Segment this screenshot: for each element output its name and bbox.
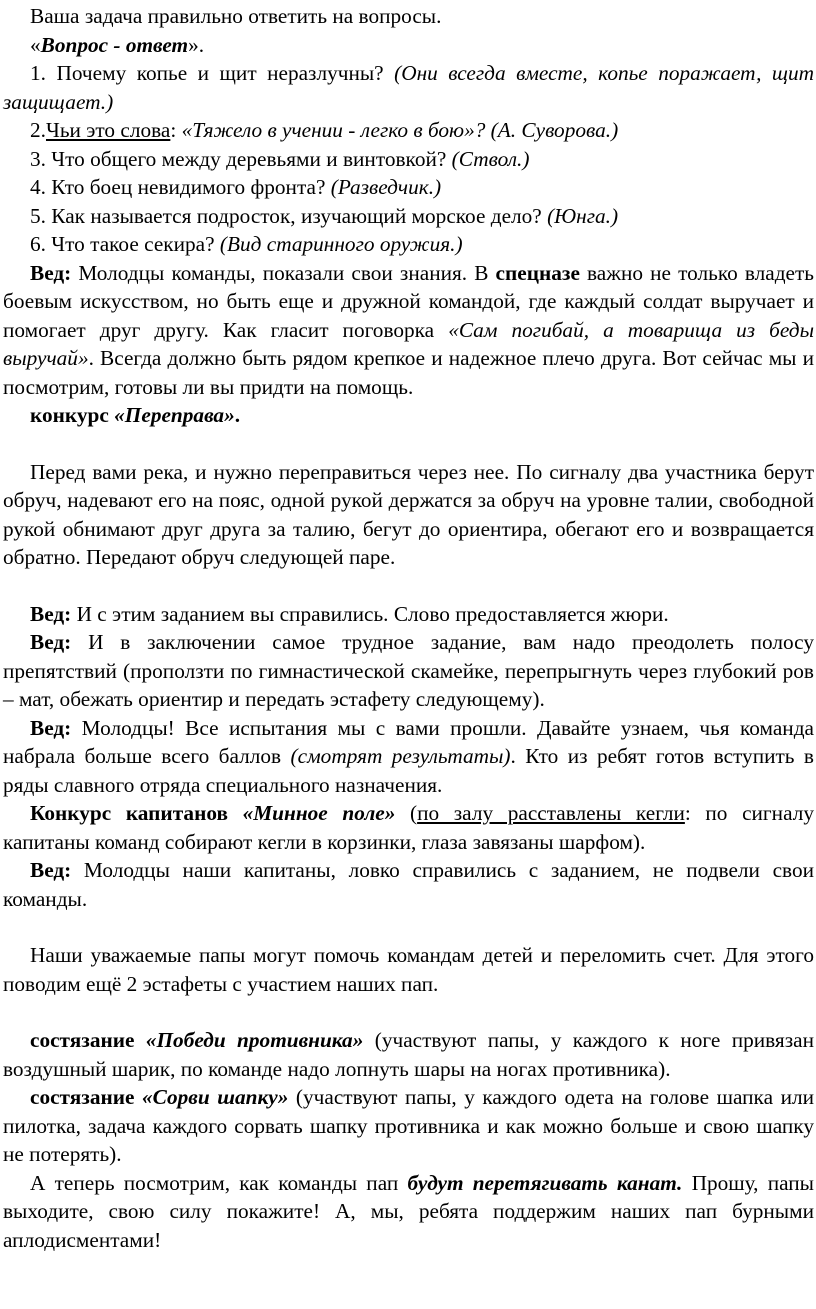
host-label: Вед:	[30, 858, 72, 882]
host-label: Вед:	[30, 260, 72, 285]
host-label: Вед:	[30, 715, 72, 740]
question-6: 6. Что такое секира? (Вид старинного оружия.)	[30, 232, 463, 256]
host-speech-2: Вед: И с этим заданием вы справились. Слово предоставляется жюри.	[30, 601, 669, 626]
host-label: Вед:	[30, 601, 72, 626]
answer-6: (Вид старинного оружия.)	[219, 232, 463, 256]
crossing-rules: Перед вами река, и нужно переправиться через нее. По сигналу два участника берут обруч, надевают его на пояс, одной рукой держатся за обруч на уровне талии, свободной рукой обнимают друг друга за талию, бегут до ориентира, обегают его и возвращается обратно. Передают обруч следующей паре.	[3, 459, 814, 569]
question-2: 2.Чьи это слова: «Тяжело в учении - легко в бою»? (А. Суворова.)	[30, 118, 619, 142]
host-speech-3: Вед: И в заключении самое трудное задание, вам надо преодолеть полосу препятствий (проползти по гимнастической скамейке, перепрыгнуть через глубокий ров – мат, обежать ориентир и передать эстафету следующему).	[3, 630, 814, 711]
host-label: Вед:	[30, 630, 72, 654]
quiz-title: «Вопрос - ответ».	[30, 32, 205, 57]
question-1: 1. Почему копье и щит неразлучны? (Они всегда вместе, копье поражает, щит защищает.)	[3, 61, 815, 114]
contest-defeat-opponent: состязание «Победи противника» (участвуют папы, у каждого к ноге привязан воздушный шарик, по команде надо лопнуть шары на ногах противника).	[3, 1028, 814, 1081]
dads-intro: Наши уважаемые папы могут помочь командам детей и переломить счет. Для этого поводим ещё 2 эстафеты с участием наших пап.	[3, 943, 814, 996]
answer-5: (Юнга.)	[547, 203, 619, 228]
contest-captains: Конкурс капитанов «Минное поле» (по залу расставлены кегли: по сигналу капитаны команд собирают кегли в корзинки, глаза завязаны шарфом).	[3, 801, 814, 854]
answer-1: (Они всегда вместе, копье поражает, щит защищает.)	[3, 61, 815, 114]
answer-3: (Ствол.)	[451, 146, 530, 171]
tug-of-war: А теперь посмотрим, как команды пап будут перетягивать канат. Прошу, папы выходите, свою силу покажите! А, мы, ребята поддержим наших пап бурными аплодисментами!	[3, 1170, 814, 1252]
spacer	[3, 572, 814, 600]
answer-4: (Разведчик.)	[330, 175, 442, 199]
host-speech-4: Вед: Молодцы! Все испытания мы с вами прошли. Давайте узнаем, чья команда набрала больше всего баллов (смотрят результаты). Кто из ребят готов вступить в ряды славного отряда специального назначения.	[3, 715, 814, 797]
spacer	[3, 430, 814, 458]
host-speech-5: Вед: Молодцы наши капитаны, ловко справились с заданием, не подвели свои команды.	[3, 858, 814, 911]
question-5: 5. Как называется подросток, изучающий морское дело? (Юнга.)	[30, 203, 619, 228]
question-3: 3. Что общего между деревьями и винтовкой? (Ствол.)	[30, 146, 530, 171]
question-4: 4. Кто боец невидимого фронта? (Разведчик.)	[30, 175, 442, 199]
contest-grab-hat: состязание «Сорви шапку» (участвуют папы, у каждого одета на голове шапка или пилотка, задача каждого сорвать шапку противника и как можно больше и свою шапку не потерять).	[3, 1085, 815, 1166]
contest-crossing-title: конкурс «Переправа».	[30, 403, 241, 427]
intro-line: Ваша задача правильно ответить на вопросы.	[30, 4, 442, 28]
spacer	[3, 913, 814, 941]
answer-2: «Тяжело в учении - легко в бою»? (А. Суворова.)	[181, 118, 619, 142]
host-speech-1: Вед: Молодцы команды, показали свои знания. В спецназе важно не только владеть боевым искусством, но быть еще и дружной командой, где каждый солдат выручает и помогает друг другу. Как гласит поговорка «Сам погибай, а товарища из беды выручай». Всегда должно быть рядом крепкое и надежное плечо друга. Вот сейчас мы и посмотрим, готовы ли вы придти на помощь.	[3, 260, 814, 399]
question-2-underlined: Чьи это слова	[45, 118, 171, 142]
spacer	[3, 998, 814, 1026]
